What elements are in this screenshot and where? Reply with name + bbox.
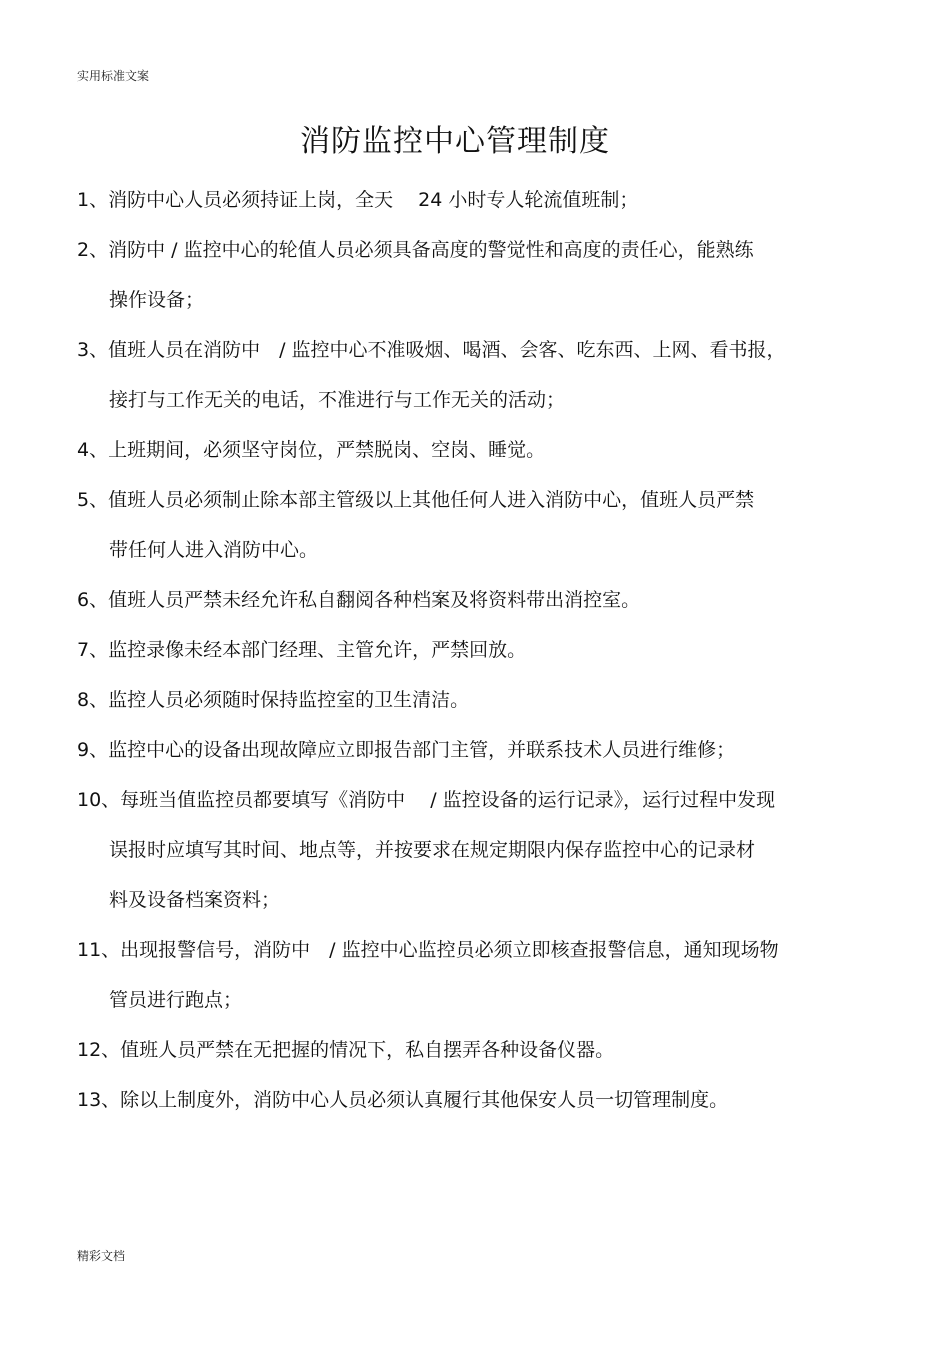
- rule-item: [77, 325, 877, 425]
- rule-line: 12、值班人员严禁在无把握的情况下，私自摆弄各种设备仪器。: [77, 1039, 615, 1061]
- rule-line: 9、监控中心的设备出现故障应立即报告部门主管，并联系技术人员进行维修；: [77, 739, 736, 761]
- rule-item: [77, 675, 877, 725]
- rule-line: 3、值班人员在消防中 / 监控中心不准吸烟、喝酒、会客、吃东西、上网、看书报，: [77, 339, 786, 361]
- rule-item: [77, 425, 877, 475]
- rule-item: [77, 775, 877, 925]
- header-note: 实用标准文案: [77, 69, 150, 83]
- rules-list: [77, 175, 877, 1125]
- rule-line: 13、除以上制度外，消防中心人员必须认真履行其他保安人员一切管理制度。: [77, 1089, 729, 1111]
- rule-item: [77, 625, 877, 675]
- rule-item: [77, 475, 877, 575]
- rule-line: 1、消防中心人员必须持证上岗，全天 24 小时专人轮流值班制；: [77, 189, 639, 211]
- rule-line-continued: 带任何人进入消防中心。: [109, 539, 319, 561]
- rule-line-continued: 料及设备档案资料；: [109, 889, 281, 911]
- rule-line: 2、消防中 / 监控中心的轮值人员必须具备高度的警觉性和高度的责任心，能熟练: [77, 239, 754, 261]
- rule-line: 5、值班人员必须制止除本部主管级以上其他任何人进入消防中心，值班人员严禁: [77, 489, 755, 511]
- footer-note: 精彩文档: [77, 1249, 126, 1263]
- rule-item: [77, 1025, 877, 1075]
- rule-line-continued: 接打与工作无关的电话，不准进行与工作无关的活动；: [109, 389, 566, 411]
- rule-line-continued: 管员进行跑点；: [109, 989, 243, 1011]
- rule-line: 10、每班当值监控员都要填写《消防中 / 监控设备的运行记录》，运行过程中发现: [77, 789, 776, 811]
- rule-line: 6、值班人员严禁未经允许私自翻阅各种档案及将资料带出消控室。: [77, 589, 641, 611]
- rule-item: [77, 225, 877, 325]
- rule-line: 4、上班期间，必须坚守岗位，严禁脱岗、空岗、睡觉。: [77, 439, 546, 461]
- rule-line: 11、出现报警信号，消防中 / 监控中心监控员必须立即核查报警信息，通知现场物: [77, 939, 779, 961]
- rule-line: 8、监控人员必须随时保持监控室的卫生清洁。: [77, 689, 470, 711]
- rule-line-continued: 操作设备；: [109, 289, 205, 311]
- document-title: 消防监控中心管理制度: [300, 124, 610, 159]
- rule-item: [77, 925, 877, 1025]
- rule-item: [77, 575, 877, 625]
- rule-item: [77, 725, 877, 775]
- rule-line: 7、监控录像未经本部门经理、主管允许，严禁回放。: [77, 639, 527, 661]
- rule-item: [77, 175, 877, 225]
- rule-item: [77, 1075, 877, 1125]
- rule-line-continued: 误报时应填写其时间、地点等，并按要求在规定期限内保存监控中心的记录材: [109, 839, 756, 861]
